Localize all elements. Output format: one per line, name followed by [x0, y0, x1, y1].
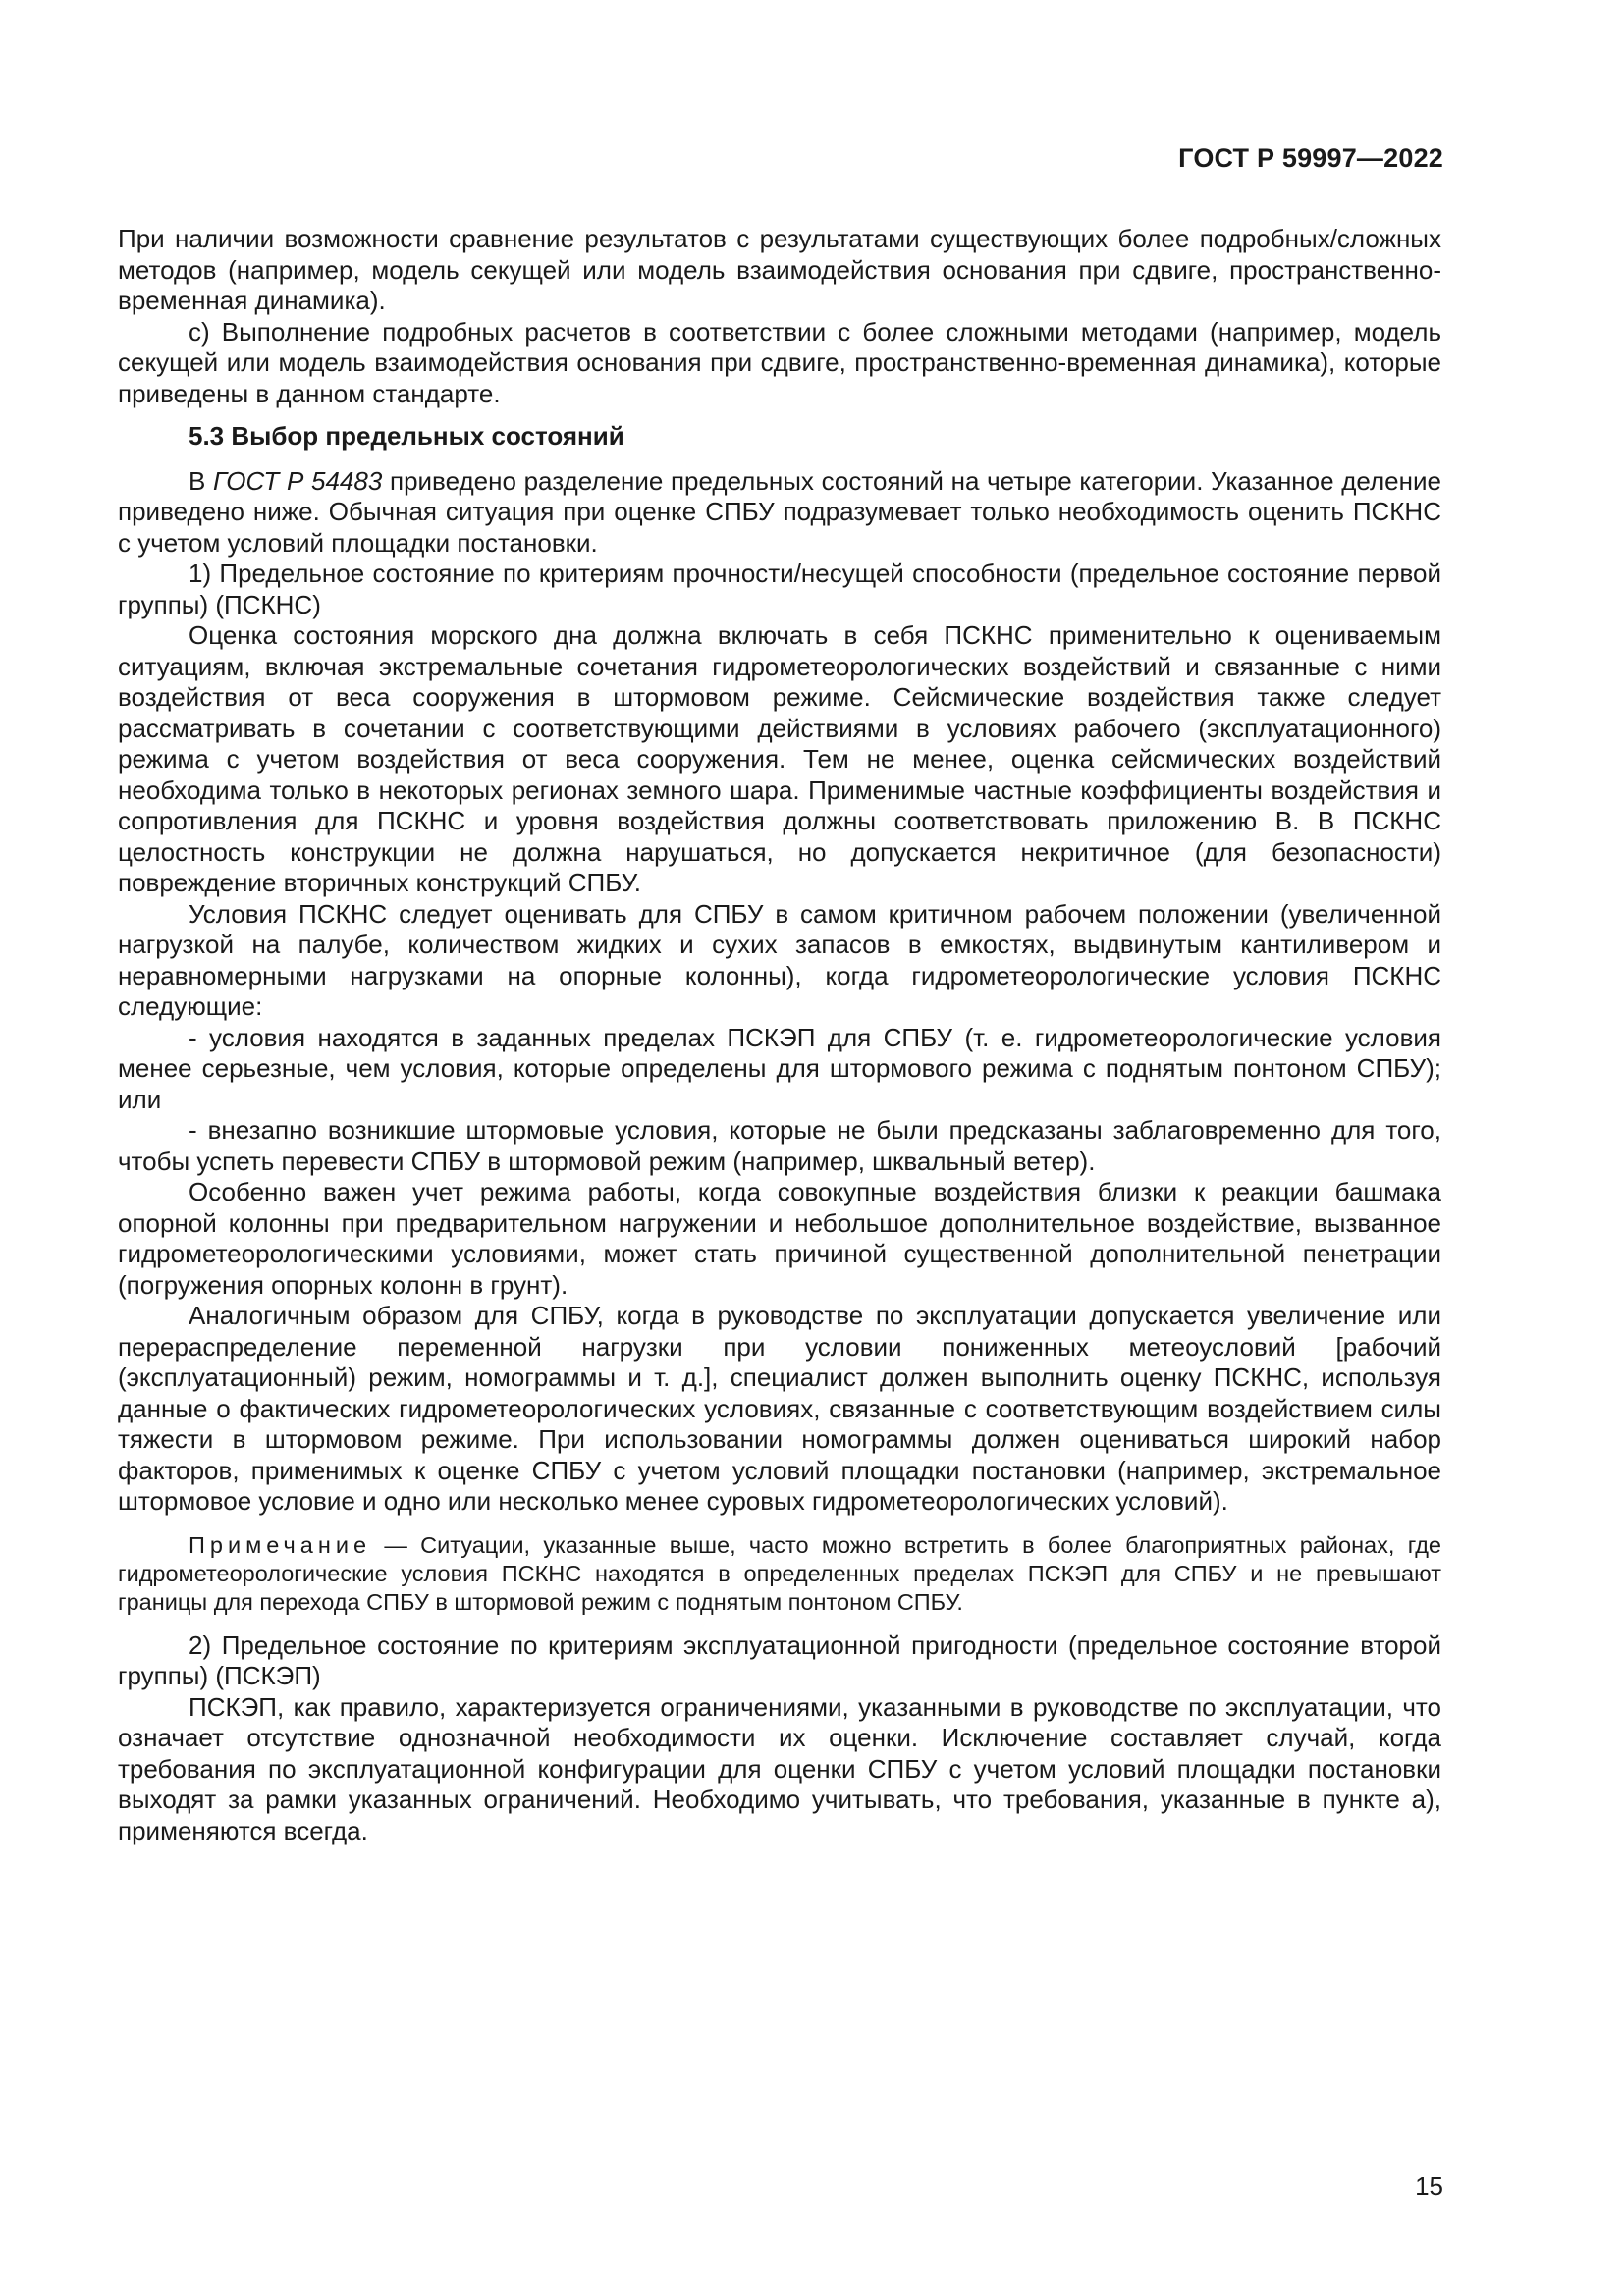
paragraph-operating-mode: Особенно важен учет режима работы, когда совокупные воздействия близки к реакции башмака опорной колонны при предварительном нагружении и небольшое дополнительное воздействие, вызванное гидрометеорологическими условиями, может стать причиной существенной дополнительной пенетрации (погружения опорных колонн в грунт).: [118, 1177, 1441, 1300]
section-heading: 5.3 Выбор предельных состояний: [189, 421, 624, 451]
standard-reference: ГОСТ Р 54483: [213, 465, 383, 496]
intro-post: приведено разделение предельных состояний на четыре категории. Указанное деление приведено ниже. Обычная ситуация при оценке СПБУ подразумевает только необходимость оценить ПСКНС с учетом условий площадки постановки.: [118, 465, 1441, 558]
page-number: 15: [1415, 2171, 1443, 2201]
note: [118, 1531, 1441, 1617]
list-item-sls-limits: - условия находятся в заданных пределах ПСКЭП для СПБУ (т. е. гидрометеорологические условия менее серьезные, чем условия, которые определены для штормового режима с поднятым понтоном СПБУ); или: [118, 1022, 1441, 1114]
paragraph-seabed-assessment: Оценка состояния морского дна должна включать в себя ПСКНС применительно к оцениваемым ситуациям, включая экстремальные сочетания гидрометеорологических воздействий и связанные с ними воздействия от веса сооружения в штормовом режиме. Сейсмические воздействия также следует рассматривать в сочетании с соответствующими действиями в условиях рабочего (эксплуатационного) режима с учетом воздействия от веса сооружения. Тем не менее, оценка сейсмических воздействий необходима только в некоторых регионах земного шара. Применимые частные коэффициенты воздействия и сопротивления для ПСКНС и уровня воздействия должны соответствовать приложению В. В ПСКНС целостность конструкции не должна нарушаться, но допускается некритичное (для безопасности) повреждение вторичных конструкций СПБУ.: [118, 620, 1441, 897]
paragraph-item-c: c) Выполнение подробных расчетов в соответствии с более сложными методами (например, модель секущей или модель взаимодействия основания при сдвиге, пространственно-временная динамика), которые приведены в данном стандарте.: [118, 316, 1441, 408]
paragraph-serviceability-limit-state: 2) Предельное состояние по критериям эксплуатационной пригодности (предельное состояние второй группы) (ПСКЭП): [118, 1629, 1441, 1690]
note-label: Примечание: [189, 1531, 372, 1558]
paragraph-ultimate-limit-state: 1) Предельное состояние по критериям прочности/несущей способности (предельное состояние первой группы) (ПСКНС): [118, 559, 1441, 619]
paragraph-nomograms: Аналогичным образом для СПБУ, когда в руководстве по эксплуатации допускается увеличение или перераспределение переменной нагрузки при условии пониженных метеоусловий [рабочий (эксплуатационный) режим, номограммы и т. д.], специалист должен выполнить оценку ПСКНС, используя данные о фактических гидрометеорологических условиях, связанные с соответствующим воздействием силы тяжести в штормовом режиме. При использовании номограммы должен оцениваться широкий набор факторов, применимых к оценке СПБУ с учетом условий площадки постановки (например, экстремальное штормовое условие и одно или несколько менее суровых гидрометеорологических условий).: [118, 1301, 1441, 1516]
paragraph-comparison: При наличии возможности сравнение результатов с результатами существующих более подробных/сложных методов (например, модель секущей или модель взаимодействия основания при сдвиге, пространственно-временная динамика).: [118, 224, 1441, 315]
note-text: — Ситуации, указанные выше, часто можно встретить в более благоприятных районах, где гидрометеорологические условия ПСКНС находятся в определенных пределах ПСКЭП для СПБУ и не превышают границы для перехода СПБУ в штормовой режим с поднятым понтоном СПБУ.: [118, 1531, 1441, 1615]
paragraph-sls-description: ПСКЭП, как правило, характеризуется ограничениями, указанными в руководстве по эксплуатации, что означает отсутствие однозначной необходимости их оценки. Исключение составляет случай, когда требования по эксплуатационной конфигурации для оценки СПБУ с учетом условий площадки постановки выходят за рамки указанных ограничений. Необходимо учитывать, что требования, указанные в пункте а), применяются всегда.: [118, 1691, 1441, 1845]
paragraph-intro: [118, 466, 1441, 560]
paragraph-conditions: Условия ПСКНС следует оценивать для СПБУ в самом критичном рабочем положении (увеличенной нагрузкой на палубе, количеством жидких и сухих запасов в емкостях, выдвинутым кантиливером и неравномерными нагрузками на опорные колонны), когда гидрометеорологические условия ПСКНС следующие:: [118, 898, 1441, 1021]
document-code-header: ГОСТ Р 59997—2022: [1178, 143, 1443, 173]
list-item-sudden-storm: - внезапно возникшие штормовые условия, которые не были предсказаны заблаговременно для того, чтобы успеть перевести СПБУ в штормовой режим (например, шквальный ветер).: [118, 1115, 1441, 1176]
intro-pre: В: [189, 465, 214, 496]
page-content: [118, 224, 1441, 1846]
